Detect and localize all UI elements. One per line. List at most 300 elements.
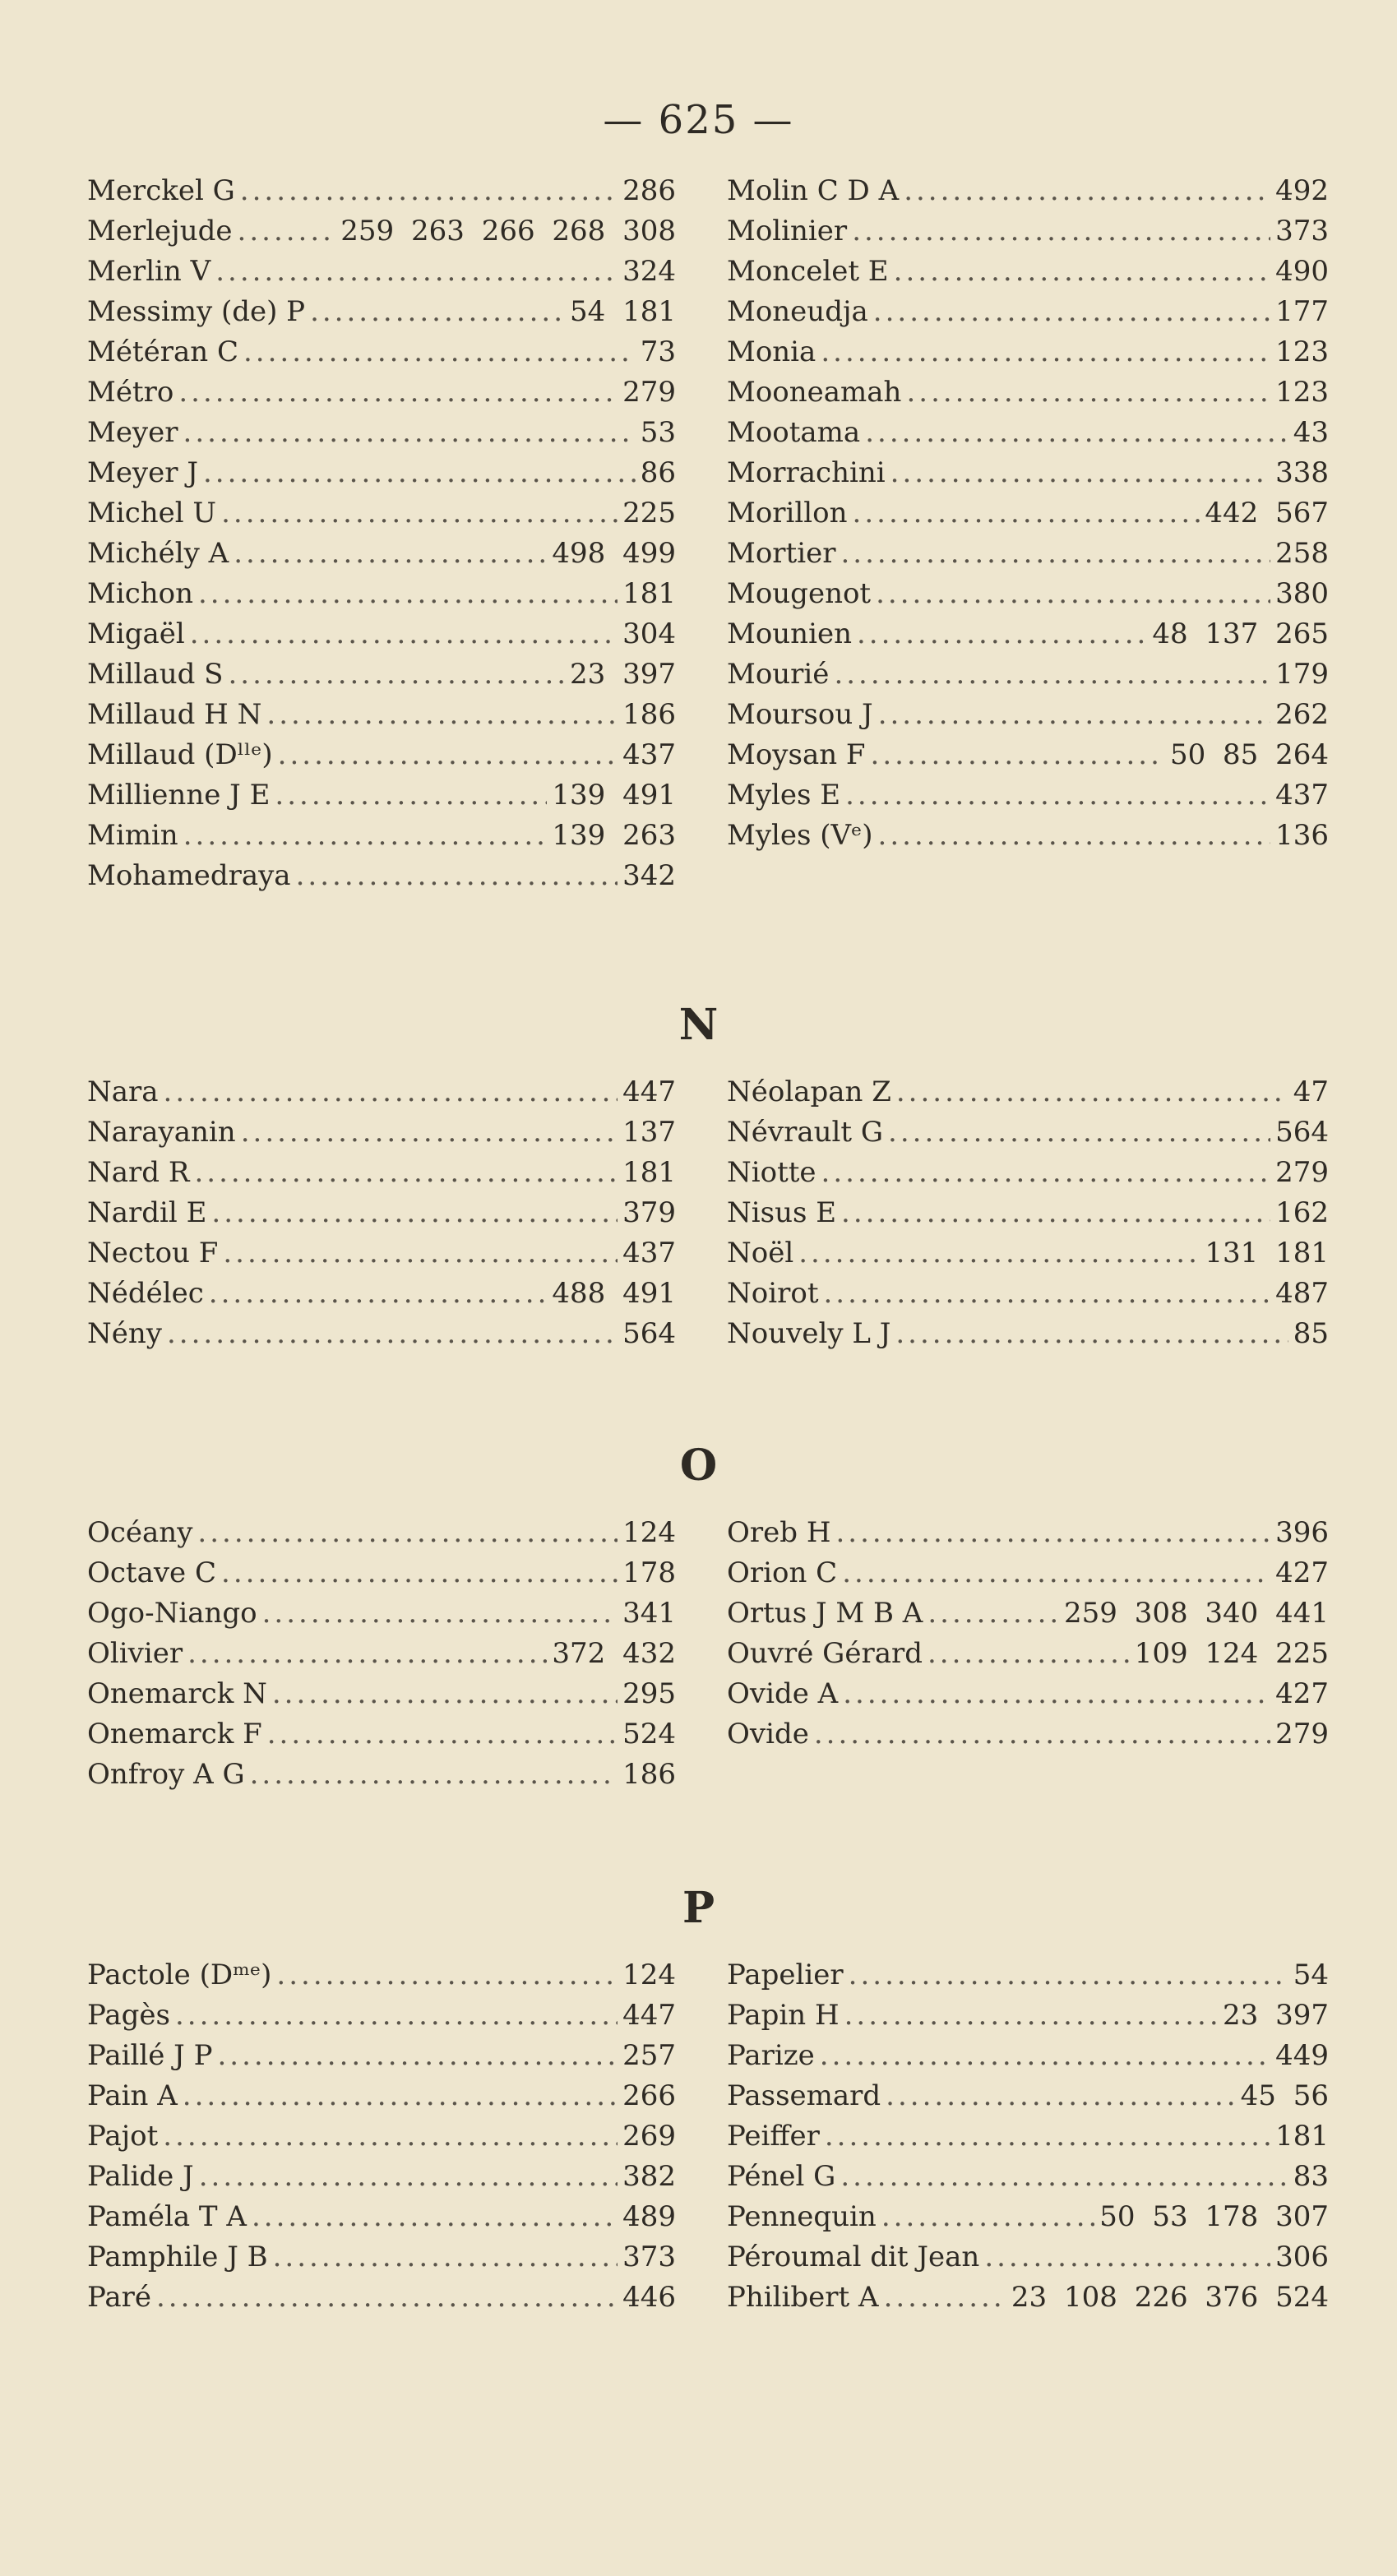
entry-pages: 488 491 (552, 1277, 676, 1310)
entry-pages: 73 (640, 335, 676, 368)
leader-dots (904, 174, 1270, 207)
index-entry (87, 2039, 676, 2079)
entry-pages: 437 (622, 1237, 676, 1270)
entry-pages: 373 (622, 2241, 676, 2273)
entry-name: Paillé J P (87, 2039, 213, 2072)
leader-dots (798, 1237, 1200, 1270)
index-entry (727, 1196, 1329, 1237)
index-entry (87, 1637, 676, 1677)
entry-name: Merlejude (87, 215, 233, 247)
entry-name: Moneudja (727, 295, 868, 328)
index-entry (87, 1677, 676, 1718)
entry-pages: 380 (1275, 577, 1329, 610)
index-entry (727, 1718, 1329, 1758)
entry-name: Pactole (Dᵐᵉ) (87, 1959, 272, 1991)
entry-name: Pajot (87, 2120, 159, 2153)
entry-name: Péroumal dit Jean (727, 2241, 980, 2273)
index-entry (87, 738, 676, 779)
leader-dots (835, 1516, 1270, 1549)
leader-dots (221, 1556, 618, 1589)
index-column-right (727, 1516, 1329, 1758)
entry-pages: 54 (1293, 1959, 1329, 1991)
leader-dots (164, 1075, 618, 1108)
index-entry (87, 698, 676, 738)
entry-name: Onemarck F (87, 1718, 262, 1750)
leader-dots (252, 2200, 618, 2233)
entry-name: Onfroy A G (87, 1758, 245, 1791)
leader-dots (844, 1999, 1218, 2032)
leader-dots (211, 1196, 618, 1229)
entry-pages: 53 (640, 416, 676, 449)
leader-dots (221, 497, 618, 530)
entry-pages: 324 (622, 255, 676, 288)
leader-dots (272, 1677, 618, 1710)
index-entry (87, 1196, 676, 1237)
index-entry (727, 2281, 1329, 2321)
index-entry (87, 2120, 676, 2160)
entry-name: Pénel G (727, 2160, 836, 2193)
entry-pages: 179 (1275, 658, 1329, 691)
entry-name: Paré (87, 2281, 151, 2314)
leader-dots (873, 295, 1270, 328)
leader-dots (183, 819, 548, 852)
index-entry (727, 658, 1329, 698)
index-entry (727, 215, 1329, 255)
entry-pages: 259 308 340 441 (1063, 1597, 1329, 1630)
entry-pages: 379 (622, 1196, 676, 1229)
index-entry (87, 617, 676, 658)
leader-dots (267, 1718, 618, 1750)
index-entry (727, 2160, 1329, 2200)
entry-name: Nara (87, 1075, 159, 1108)
index-entry (727, 537, 1329, 577)
entry-name: Meyer J (87, 456, 198, 489)
index-entry (87, 1718, 676, 1758)
entry-pages: 258 (1275, 537, 1329, 570)
entry-name: Molinier (727, 215, 848, 247)
entry-pages: 23 108 226 376 524 (1011, 2281, 1329, 2314)
leader-dots (183, 416, 636, 449)
entry-name: Myles E (727, 779, 841, 812)
entry-name: Mounien (727, 617, 852, 650)
entry-pages: 427 (1275, 1556, 1329, 1589)
entry-name: Onemarck N (87, 1677, 267, 1710)
entry-pages: 487 (1275, 1277, 1329, 1310)
entry-pages: 123 (1275, 376, 1329, 409)
leader-dots (834, 658, 1270, 691)
leader-dots (890, 456, 1270, 489)
index-entry (87, 376, 676, 416)
entry-pages: 489 (622, 2200, 676, 2233)
index-entry (727, 1156, 1329, 1196)
entry-name: Molin C D A (727, 174, 900, 207)
entry-pages: 564 (622, 1317, 676, 1350)
leader-dots (841, 1196, 1270, 1229)
leader-dots (163, 2120, 618, 2153)
leader-dots (894, 255, 1270, 288)
entry-pages: 447 (622, 1075, 676, 1108)
entry-pages: 23 397 (570, 658, 676, 691)
entry-pages: 181 (622, 1156, 676, 1189)
entry-pages: 564 (1275, 1116, 1329, 1149)
entry-name: Mohamedraya (87, 859, 291, 892)
leader-dots (240, 174, 618, 207)
entry-pages: 86 (640, 456, 676, 489)
index-entry (87, 577, 676, 617)
entry-name: Passemard (727, 2079, 881, 2112)
leader-dots (820, 2039, 1270, 2072)
entry-pages: 50 53 178 307 (1099, 2200, 1329, 2233)
entry-name: Narayanin (87, 1116, 236, 1149)
entry-pages: 262 (1275, 698, 1329, 731)
leader-dots (241, 1116, 618, 1149)
entry-pages: 259 263 266 268 308 (340, 215, 676, 247)
index-entry (727, 335, 1329, 376)
leader-dots (857, 617, 1147, 650)
entry-pages: 449 (1275, 2039, 1329, 2072)
entry-pages: 139 263 (552, 819, 676, 852)
entry-pages: 43 (1293, 416, 1329, 449)
entry-name: Octave C (87, 1556, 217, 1589)
entry-name: Nisus E (727, 1196, 837, 1229)
index-entry (87, 1597, 676, 1637)
entry-name: Nény (87, 1317, 162, 1350)
entry-name: Nardil E (87, 1196, 207, 1229)
index-entry (727, 1677, 1329, 1718)
entry-name: Ovide (727, 1718, 809, 1750)
index-column-left (87, 1959, 676, 2321)
entry-name: Papin H (727, 1999, 840, 2032)
leader-dots (187, 1637, 547, 1670)
entry-pages: 279 (1275, 1156, 1329, 1189)
entry-pages: 225 (622, 497, 676, 530)
entry-pages: 338 (1275, 456, 1329, 489)
entry-pages: 295 (622, 1677, 676, 1710)
entry-name: Olivier (87, 1637, 183, 1670)
leader-dots (278, 738, 618, 771)
leader-dots (840, 537, 1270, 570)
entry-name: Morillon (727, 497, 848, 530)
index-entry (87, 497, 676, 537)
entry-pages: 342 (622, 859, 676, 892)
leader-dots (209, 1277, 548, 1310)
index-entry (727, 1999, 1329, 2039)
entry-pages: 48 137 265 (1152, 617, 1329, 650)
entry-pages: 490 (1275, 255, 1329, 288)
leader-dots (823, 1277, 1270, 1310)
entry-pages: 446 (622, 2281, 676, 2314)
index-entry (727, 416, 1329, 456)
index-entry (727, 255, 1329, 295)
leader-dots (198, 577, 618, 610)
entry-name: Michel U (87, 497, 217, 530)
entry-pages: 447 (622, 1999, 676, 2032)
leader-dots (275, 779, 547, 812)
entry-name: Myles (Vᵉ) (727, 819, 873, 852)
page-number: — 625 — (603, 97, 794, 143)
leader-dots (849, 1959, 1288, 1991)
leader-dots (865, 416, 1288, 449)
leader-dots (266, 698, 618, 731)
leader-dots (203, 456, 636, 489)
entry-name: Noirot (727, 1277, 819, 1310)
index-entry (87, 1556, 676, 1597)
index-entry (87, 2281, 676, 2321)
leader-dots (197, 1516, 618, 1549)
entry-name: Pamphile J B (87, 2241, 268, 2273)
entry-pages: 437 (622, 738, 676, 771)
index-entry (727, 819, 1329, 859)
entry-pages: 266 (622, 2079, 676, 2112)
entry-pages: 257 (622, 2039, 676, 2072)
leader-dots (243, 335, 636, 368)
entry-name: Mootama (727, 416, 861, 449)
entry-pages: 437 (1275, 779, 1329, 812)
leader-dots (156, 2281, 618, 2314)
index-entry (87, 335, 676, 376)
entry-name: Métro (87, 376, 174, 409)
index-entry (727, 2039, 1329, 2079)
entry-name: Monia (727, 335, 816, 368)
index-entry (727, 376, 1329, 416)
entry-pages: 47 (1293, 1075, 1329, 1108)
section-letter-o: O (679, 1441, 718, 1491)
leader-dots (984, 2241, 1270, 2273)
leader-dots (895, 1317, 1288, 1350)
entry-pages: 186 (622, 698, 676, 731)
entry-name: Paméla T A (87, 2200, 247, 2233)
index-entry (727, 174, 1329, 215)
index-entry (727, 617, 1329, 658)
entry-pages: 279 (622, 376, 676, 409)
leader-dots (842, 1556, 1270, 1589)
leader-dots (927, 1637, 1130, 1670)
entry-name: Pagès (87, 1999, 170, 2032)
index-entry (87, 2200, 676, 2241)
entry-pages: 498 499 (552, 537, 676, 570)
index-column-left (87, 1075, 676, 1357)
entry-name: Ogo-Niango (87, 1597, 257, 1630)
leader-dots (845, 779, 1270, 812)
index-entry (727, 1637, 1329, 1677)
index-entry (727, 2079, 1329, 2120)
entry-name: Meyer (87, 416, 178, 449)
entry-pages: 373 (1275, 215, 1329, 247)
index-entry (727, 738, 1329, 779)
index-entry (87, 779, 676, 819)
entry-name: Michély A (87, 537, 229, 570)
index-entry (87, 1516, 676, 1556)
index-entry (87, 658, 676, 698)
leader-dots (871, 738, 1165, 771)
index-entry (727, 779, 1329, 819)
entry-pages: 427 (1275, 1677, 1329, 1710)
leader-dots (238, 215, 336, 247)
entry-name: Nédélec (87, 1277, 204, 1310)
index-entry (727, 577, 1329, 617)
leader-dots (178, 376, 618, 409)
leader-dots (843, 1677, 1270, 1710)
entry-name: Merlin V (87, 255, 211, 288)
entry-name: Ovide A (727, 1677, 839, 1710)
leader-dots (190, 617, 618, 650)
entry-pages: 304 (622, 617, 676, 650)
entry-name: Papelier (727, 1959, 844, 1991)
entry-name: Philibert A (727, 2281, 879, 2314)
leader-dots (881, 2200, 1094, 2233)
entry-pages: 123 (1275, 335, 1329, 368)
entry-pages: 181 (622, 577, 676, 610)
index-entry (727, 1516, 1329, 1556)
leader-dots (250, 1758, 618, 1791)
entry-pages: 54 181 (570, 295, 676, 328)
entry-name: Pennequin (727, 2200, 877, 2233)
index-entry (727, 698, 1329, 738)
leader-dots (167, 1317, 618, 1350)
entry-name: Parize (727, 2039, 815, 2072)
leader-dots (927, 1597, 1059, 1630)
entry-pages: 186 (622, 1758, 676, 1791)
entry-name: Morrachini (727, 456, 886, 489)
index-entry (87, 2079, 676, 2120)
leader-dots (215, 255, 618, 288)
leader-dots (878, 698, 1270, 731)
index-entry (727, 497, 1329, 537)
index-entry (727, 2200, 1329, 2241)
entry-name: Nouvely L J (727, 1317, 891, 1350)
leader-dots (888, 1116, 1270, 1149)
entry-pages: 124 (622, 1959, 676, 1991)
entry-pages: 442 567 (1205, 497, 1329, 530)
entry-name: Michon (87, 577, 193, 610)
index-entry (87, 1277, 676, 1317)
entry-name: Océany (87, 1516, 193, 1549)
index-entry (87, 295, 676, 335)
leader-dots (896, 1075, 1288, 1108)
leader-dots (886, 2079, 1235, 2112)
index-entry (87, 859, 676, 900)
index-entry (87, 1999, 676, 2039)
entry-pages: 136 (1275, 819, 1329, 852)
entry-name: Merckel G (87, 174, 235, 207)
index-entry (87, 456, 676, 497)
entry-name: Mooneamah (727, 376, 902, 409)
index-entry (727, 1556, 1329, 1597)
index-entry (727, 295, 1329, 335)
entry-name: Ortus J M B A (727, 1597, 923, 1630)
entry-name: Oreb H (727, 1516, 831, 1549)
entry-pages: 181 (1275, 2120, 1329, 2153)
index-entry (87, 1116, 676, 1156)
index-entry (87, 1075, 676, 1116)
index-column-left (87, 1516, 676, 1798)
leader-dots (175, 1999, 618, 2032)
index-entry (87, 1156, 676, 1196)
entry-pages: 137 (622, 1116, 676, 1149)
index-entry (87, 2241, 676, 2281)
entry-name: Mimin (87, 819, 178, 852)
entry-name: Migaël (87, 617, 185, 650)
leader-dots (840, 2160, 1288, 2193)
index-entry (87, 255, 676, 295)
leader-dots (296, 859, 618, 892)
index-entry (87, 416, 676, 456)
entry-pages: 178 (622, 1556, 676, 1589)
leader-dots (194, 1156, 618, 1189)
index-entry (87, 174, 676, 215)
leader-dots (218, 2039, 618, 2072)
leader-dots (821, 1156, 1271, 1189)
entry-name: Nard R (87, 1156, 190, 1189)
leader-dots (228, 658, 565, 691)
leader-dots (878, 819, 1271, 852)
section-letter-n: N (678, 1000, 719, 1050)
entry-pages: 124 (622, 1516, 676, 1549)
entry-pages: 23 397 (1223, 1999, 1329, 2032)
entry-name: Néolapan Z (727, 1075, 891, 1108)
entry-name: Mourié (727, 658, 830, 691)
entry-pages: 341 (622, 1597, 676, 1630)
entry-name: Nectou F (87, 1237, 219, 1270)
index-column-right (727, 1075, 1329, 1357)
entry-name: Mortier (727, 537, 836, 570)
entry-name: Moursou J (727, 698, 873, 731)
index-entry (727, 456, 1329, 497)
entry-pages: 162 (1275, 1196, 1329, 1229)
entry-pages: 85 (1293, 1317, 1329, 1350)
leader-dots (821, 335, 1270, 368)
leader-dots (310, 295, 565, 328)
index-entry (727, 1959, 1329, 1999)
leader-dots (199, 2160, 618, 2193)
leader-dots (876, 577, 1270, 610)
entry-pages: 306 (1275, 2241, 1329, 2273)
entry-pages: 109 124 225 (1134, 1637, 1329, 1670)
index-column-left (87, 174, 676, 900)
entry-name: Moysan F (727, 738, 866, 771)
entry-name: Pain A (87, 2079, 178, 2112)
leader-dots (223, 1237, 618, 1270)
entry-pages: 524 (622, 1718, 676, 1750)
entry-pages: 83 (1293, 2160, 1329, 2193)
index-entry (87, 1758, 676, 1798)
index-entry (87, 1317, 676, 1357)
leader-dots (852, 215, 1270, 247)
leader-dots (183, 2079, 618, 2112)
index-entry (87, 537, 676, 577)
entry-pages: 177 (1275, 295, 1329, 328)
entry-name: Météran C (87, 335, 238, 368)
entry-pages: 269 (622, 2120, 676, 2153)
leader-dots (906, 376, 1270, 409)
entry-name: Millaud (Dˡˡᵉ) (87, 738, 273, 771)
entry-pages: 50 85 264 (1169, 738, 1329, 771)
leader-dots (276, 1959, 618, 1991)
entry-name: Millienne J E (87, 779, 271, 812)
entry-name: Palide J (87, 2160, 194, 2193)
index-entry (727, 1075, 1329, 1116)
index-column-right (727, 174, 1329, 859)
entry-name: Millaud H N (87, 698, 262, 731)
entry-name: Messimy (de) P (87, 295, 306, 328)
entry-name: Niotte (727, 1156, 816, 1189)
entry-name: Ouvré Gérard (727, 1637, 923, 1670)
entry-pages: 382 (622, 2160, 676, 2193)
index-entry (727, 2120, 1329, 2160)
entry-name: Peiffer (727, 2120, 820, 2153)
entry-pages: 131 181 (1205, 1237, 1329, 1270)
index-entry (727, 1116, 1329, 1156)
